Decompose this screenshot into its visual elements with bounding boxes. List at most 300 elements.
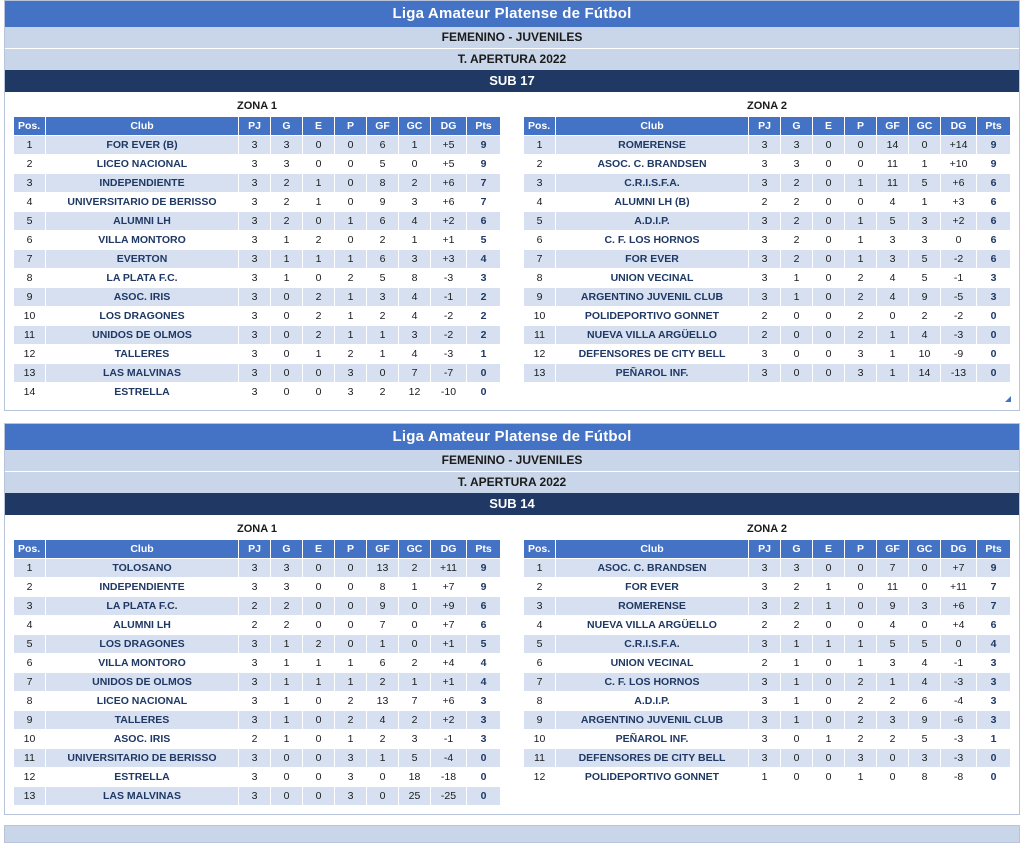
- team-goals-against: 4: [399, 345, 431, 364]
- team-position: 4: [14, 193, 46, 212]
- table-row: [524, 559, 1011, 578]
- team-points: 5: [467, 635, 501, 654]
- col-gf: GF: [877, 117, 909, 136]
- team-drawn: 0: [813, 212, 845, 231]
- team-goal-difference: 0: [941, 635, 977, 654]
- team-lost: 0: [845, 616, 877, 635]
- team-won: 0: [781, 307, 813, 326]
- team-won: 0: [271, 307, 303, 326]
- table-row: [14, 768, 501, 787]
- team-points: 7: [977, 597, 1011, 616]
- team-goals-for: 4: [877, 193, 909, 212]
- team-goals-against: 2: [399, 174, 431, 193]
- team-name: TALLERES: [46, 711, 239, 730]
- team-goals-against: 4: [909, 654, 941, 673]
- team-position: 12: [524, 345, 556, 364]
- team-points: 3: [467, 692, 501, 711]
- team-position: 5: [524, 212, 556, 231]
- team-position: 13: [14, 364, 46, 383]
- team-lost: 3: [335, 749, 367, 768]
- team-won: 3: [271, 155, 303, 174]
- team-position: 6: [14, 231, 46, 250]
- team-lost: 2: [845, 730, 877, 749]
- team-goal-difference: -2: [941, 307, 977, 326]
- team-won: 2: [781, 174, 813, 193]
- team-won: 0: [271, 288, 303, 307]
- team-goals-against: 1: [399, 231, 431, 250]
- team-drawn: 0: [813, 768, 845, 787]
- team-played: 3: [239, 136, 271, 155]
- team-goals-for: 9: [877, 597, 909, 616]
- team-position: 1: [524, 136, 556, 155]
- team-name: UNION VECINAL: [556, 654, 749, 673]
- team-goals-against: 3: [909, 212, 941, 231]
- table-row: [14, 711, 501, 730]
- team-played: 3: [749, 559, 781, 578]
- team-goals-against: 0: [399, 597, 431, 616]
- team-played: 3: [749, 749, 781, 768]
- team-played: 3: [749, 269, 781, 288]
- team-lost: 0: [845, 155, 877, 174]
- team-played: 3: [749, 730, 781, 749]
- team-position: 7: [524, 673, 556, 692]
- table-row: [524, 635, 1011, 654]
- team-goal-difference: +6: [431, 692, 467, 711]
- table-row: [14, 749, 501, 768]
- team-points: 6: [467, 597, 501, 616]
- team-goals-against: 3: [399, 326, 431, 345]
- team-goals-against: 2: [909, 307, 941, 326]
- table-row: [14, 345, 501, 364]
- col-gc: GC: [909, 117, 941, 136]
- table-row: [524, 749, 1011, 768]
- team-goal-difference: +6: [431, 174, 467, 193]
- team-played: 3: [749, 692, 781, 711]
- team-goals-for: 0: [367, 768, 399, 787]
- team-goals-for: 11: [877, 155, 909, 174]
- team-played: 3: [749, 673, 781, 692]
- team-won: 2: [781, 193, 813, 212]
- team-won: 3: [271, 136, 303, 155]
- team-position: 9: [14, 288, 46, 307]
- team-goal-difference: +4: [941, 616, 977, 635]
- team-goals-for: 9: [367, 597, 399, 616]
- team-name: NUEVA VILLA ARGÜELLO: [556, 616, 749, 635]
- team-position: 10: [524, 307, 556, 326]
- team-name: ESTRELLA: [46, 768, 239, 787]
- team-points: 0: [467, 383, 501, 402]
- col-club: Club: [556, 117, 749, 136]
- col-p: P: [335, 117, 367, 136]
- team-points: 0: [977, 307, 1011, 326]
- team-won: 2: [781, 578, 813, 597]
- table-row: [14, 193, 501, 212]
- team-position: 9: [524, 288, 556, 307]
- table-row: [14, 326, 501, 345]
- team-goals-against: 7: [399, 692, 431, 711]
- team-name: ALUMNI LH: [46, 616, 239, 635]
- team-drawn: 2: [303, 288, 335, 307]
- team-position: 3: [14, 597, 46, 616]
- team-goals-for: 0: [877, 749, 909, 768]
- table-header-row: [14, 117, 501, 136]
- team-name: LICEO NACIONAL: [46, 692, 239, 711]
- team-goals-against: 9: [909, 288, 941, 307]
- team-goal-difference: -8: [941, 768, 977, 787]
- team-points: 4: [467, 654, 501, 673]
- team-position: 6: [524, 654, 556, 673]
- team-goals-for: 1: [367, 635, 399, 654]
- zone-sub17-zona2: [523, 98, 1011, 402]
- team-position: 6: [524, 231, 556, 250]
- table-header-row: [524, 540, 1011, 559]
- team-won: 2: [271, 193, 303, 212]
- team-points: 7: [467, 174, 501, 193]
- team-name: PEÑAROL INF.: [556, 364, 749, 383]
- team-points: 2: [467, 288, 501, 307]
- team-drawn: 0: [813, 136, 845, 155]
- team-goals-for: 1: [367, 326, 399, 345]
- team-goal-difference: +14: [941, 136, 977, 155]
- team-lost: 0: [335, 155, 367, 174]
- league-title: Liga Amateur Platense de Fútbol: [5, 424, 1019, 450]
- team-lost: 0: [335, 578, 367, 597]
- team-name: ROMERENSE: [556, 136, 749, 155]
- team-name: A.D.I.P.: [556, 692, 749, 711]
- team-played: 3: [749, 212, 781, 231]
- tournament-panel-sub17: [4, 0, 1020, 411]
- table-row: [524, 288, 1011, 307]
- table-row: [14, 231, 501, 250]
- team-goals-for: 2: [367, 673, 399, 692]
- team-points: 4: [467, 673, 501, 692]
- team-drawn: 0: [303, 212, 335, 231]
- team-position: 4: [14, 616, 46, 635]
- team-won: 3: [271, 559, 303, 578]
- team-name: C.R.I.S.F.A.: [556, 174, 749, 193]
- team-goal-difference: +11: [431, 559, 467, 578]
- team-goal-difference: 0: [941, 231, 977, 250]
- team-goals-for: 4: [877, 288, 909, 307]
- team-goal-difference: -4: [941, 692, 977, 711]
- team-played: 3: [239, 307, 271, 326]
- team-points: 0: [467, 749, 501, 768]
- team-points: 2: [467, 307, 501, 326]
- team-lost: 0: [845, 136, 877, 155]
- team-goal-difference: -3: [941, 326, 977, 345]
- team-name: LAS MALVINAS: [46, 787, 239, 806]
- team-goals-against: 18: [399, 768, 431, 787]
- team-name: NUEVA VILLA ARGÜELLO: [556, 326, 749, 345]
- team-lost: 3: [335, 787, 367, 806]
- team-goal-difference: -1: [431, 730, 467, 749]
- team-lost: 1: [335, 654, 367, 673]
- team-won: 1: [781, 692, 813, 711]
- team-goal-difference: +9: [431, 597, 467, 616]
- team-goals-against: 14: [909, 364, 941, 383]
- team-goal-difference: +11: [941, 578, 977, 597]
- col-pos: Pos.: [14, 117, 46, 136]
- team-drawn: 1: [303, 250, 335, 269]
- team-played: 3: [749, 597, 781, 616]
- team-points: 9: [467, 136, 501, 155]
- team-points: 9: [467, 155, 501, 174]
- table-row: [524, 269, 1011, 288]
- team-won: 0: [271, 749, 303, 768]
- team-goal-difference: +2: [431, 212, 467, 231]
- team-drawn: 0: [813, 155, 845, 174]
- table-row: [14, 787, 501, 806]
- team-lost: 1: [335, 730, 367, 749]
- team-points: 7: [467, 193, 501, 212]
- team-goals-for: 7: [367, 616, 399, 635]
- team-goals-for: 4: [877, 616, 909, 635]
- team-won: 3: [781, 155, 813, 174]
- team-drawn: 0: [303, 136, 335, 155]
- team-goal-difference: -3: [941, 673, 977, 692]
- team-won: 0: [781, 768, 813, 787]
- team-goals-for: 1: [877, 673, 909, 692]
- col-p: P: [335, 540, 367, 559]
- team-position: 2: [524, 155, 556, 174]
- team-played: 3: [239, 673, 271, 692]
- team-position: 9: [14, 711, 46, 730]
- team-played: 3: [749, 250, 781, 269]
- team-position: 10: [524, 730, 556, 749]
- table-row: [524, 597, 1011, 616]
- team-drawn: 0: [813, 749, 845, 768]
- team-goals-against: 4: [399, 212, 431, 231]
- team-lost: 2: [335, 711, 367, 730]
- team-points: 3: [977, 673, 1011, 692]
- team-lost: 1: [845, 231, 877, 250]
- team-played: 3: [749, 155, 781, 174]
- team-goal-difference: +5: [431, 136, 467, 155]
- team-played: 3: [239, 383, 271, 402]
- team-drawn: 0: [813, 269, 845, 288]
- team-lost: 2: [845, 288, 877, 307]
- team-played: 3: [239, 711, 271, 730]
- team-won: 3: [271, 578, 303, 597]
- col-pj: PJ: [239, 117, 271, 136]
- table-row: [524, 307, 1011, 326]
- team-goals-against: 10: [909, 345, 941, 364]
- team-drawn: 0: [303, 787, 335, 806]
- zone-title: ZONA 1: [237, 100, 277, 112]
- table-row: [524, 768, 1011, 787]
- table-row: [524, 692, 1011, 711]
- team-position: 2: [14, 578, 46, 597]
- team-goals-for: 6: [367, 136, 399, 155]
- team-points: 3: [467, 269, 501, 288]
- team-played: 1: [749, 768, 781, 787]
- standings-body: [524, 136, 1011, 383]
- team-played: 3: [239, 212, 271, 231]
- team-drawn: 2: [303, 635, 335, 654]
- team-name: C. F. LOS HORNOS: [556, 231, 749, 250]
- col-pj: PJ: [239, 540, 271, 559]
- team-goals-against: 3: [399, 730, 431, 749]
- team-lost: 0: [845, 559, 877, 578]
- table-row: [14, 654, 501, 673]
- team-points: 0: [977, 768, 1011, 787]
- team-played: 3: [239, 326, 271, 345]
- col-p: P: [845, 117, 877, 136]
- team-won: 1: [271, 692, 303, 711]
- team-won: 2: [781, 250, 813, 269]
- team-drawn: 0: [813, 654, 845, 673]
- team-drawn: 0: [813, 364, 845, 383]
- team-goal-difference: -25: [431, 787, 467, 806]
- team-goals-against: 25: [399, 787, 431, 806]
- team-lost: 1: [845, 250, 877, 269]
- standings-body: [14, 136, 501, 402]
- team-won: 3: [781, 136, 813, 155]
- team-goal-difference: -18: [431, 768, 467, 787]
- standings-table: [13, 116, 501, 402]
- team-goals-for: 2: [367, 307, 399, 326]
- team-goals-against: 5: [909, 635, 941, 654]
- team-points: 0: [977, 364, 1011, 383]
- team-played: 2: [749, 193, 781, 212]
- team-name: ARGENTINO JUVENIL CLUB: [556, 288, 749, 307]
- table-header-row: [14, 540, 501, 559]
- col-pts: Pts: [467, 117, 501, 136]
- team-lost: 0: [335, 635, 367, 654]
- col-dg: DG: [431, 540, 467, 559]
- team-won: 1: [271, 711, 303, 730]
- team-position: 8: [14, 269, 46, 288]
- team-name: LOS DRAGONES: [46, 307, 239, 326]
- tournament-subtitle: T. APERTURA 2022: [5, 48, 1019, 70]
- team-drawn: 0: [813, 692, 845, 711]
- team-played: 3: [749, 635, 781, 654]
- col-g: G: [781, 540, 813, 559]
- team-lost: 0: [335, 136, 367, 155]
- team-drawn: 0: [303, 768, 335, 787]
- table-row: [14, 212, 501, 231]
- table-row: [524, 212, 1011, 231]
- col-e: E: [303, 117, 335, 136]
- table-row: [524, 174, 1011, 193]
- team-points: 3: [467, 730, 501, 749]
- team-played: 3: [239, 578, 271, 597]
- team-points: 7: [977, 578, 1011, 597]
- team-won: 0: [271, 326, 303, 345]
- team-name: VILLA MONTORO: [46, 231, 239, 250]
- team-name: ARGENTINO JUVENIL CLUB: [556, 711, 749, 730]
- table-row: [524, 578, 1011, 597]
- zone-title: ZONA 1: [237, 523, 277, 535]
- team-drawn: 0: [813, 231, 845, 250]
- team-goal-difference: +1: [431, 673, 467, 692]
- table-row: [524, 193, 1011, 212]
- team-goal-difference: -3: [941, 730, 977, 749]
- team-goals-for: 3: [367, 288, 399, 307]
- team-won: 1: [271, 269, 303, 288]
- team-goals-for: 0: [367, 364, 399, 383]
- team-played: 3: [239, 692, 271, 711]
- team-won: 2: [271, 174, 303, 193]
- team-goals-against: 4: [909, 673, 941, 692]
- zones-container-sub17: [5, 92, 1019, 410]
- table-row: [14, 174, 501, 193]
- team-played: 2: [749, 307, 781, 326]
- team-goals-against: 0: [909, 578, 941, 597]
- team-lost: 2: [335, 692, 367, 711]
- team-played: 3: [239, 250, 271, 269]
- team-name: ASOC. C. BRANDSEN: [556, 559, 749, 578]
- team-lost: 1: [335, 673, 367, 692]
- team-drawn: 0: [303, 383, 335, 402]
- team-lost: 2: [845, 692, 877, 711]
- team-name: UNIVERSITARIO DE BERISSO: [46, 193, 239, 212]
- col-club: Club: [46, 540, 239, 559]
- team-name: ALUMNI LH (B): [556, 193, 749, 212]
- table-row: [524, 345, 1011, 364]
- team-points: 3: [977, 288, 1011, 307]
- team-lost: 0: [845, 193, 877, 212]
- team-name: ROMERENSE: [556, 597, 749, 616]
- team-name: ALUMNI LH: [46, 212, 239, 231]
- table-row: [14, 597, 501, 616]
- table-row: [524, 231, 1011, 250]
- bottom-strip: [4, 825, 1020, 843]
- team-lost: 3: [845, 749, 877, 768]
- team-won: 0: [781, 326, 813, 345]
- team-drawn: 1: [303, 193, 335, 212]
- team-goals-for: 13: [367, 559, 399, 578]
- team-played: 3: [749, 288, 781, 307]
- team-position: 10: [14, 307, 46, 326]
- team-won: 1: [781, 673, 813, 692]
- team-name: C.R.I.S.F.A.: [556, 635, 749, 654]
- col-pos: Pos.: [14, 540, 46, 559]
- team-goals-against: 0: [909, 616, 941, 635]
- team-drawn: 0: [813, 193, 845, 212]
- team-lost: 2: [845, 326, 877, 345]
- team-drawn: 0: [303, 559, 335, 578]
- team-lost: 0: [335, 231, 367, 250]
- team-goal-difference: -5: [941, 288, 977, 307]
- table-row: [14, 383, 501, 402]
- table-row: [14, 673, 501, 692]
- team-goals-for: 7: [877, 559, 909, 578]
- team-won: 2: [271, 597, 303, 616]
- team-won: 2: [781, 616, 813, 635]
- team-name: DEFENSORES DE CITY BELL: [556, 749, 749, 768]
- team-played: 3: [239, 155, 271, 174]
- col-e: E: [813, 540, 845, 559]
- team-drawn: 0: [813, 326, 845, 345]
- zone-sub14-zona2: [523, 521, 1011, 806]
- team-name: EVERTON: [46, 250, 239, 269]
- team-played: 3: [239, 288, 271, 307]
- col-dg: DG: [941, 540, 977, 559]
- team-drawn: 0: [813, 345, 845, 364]
- zone-sub17-zona1: [13, 98, 501, 402]
- col-g: G: [781, 117, 813, 136]
- team-position: 5: [14, 635, 46, 654]
- col-gf: GF: [367, 117, 399, 136]
- team-won: 0: [271, 345, 303, 364]
- team-goals-for: 0: [877, 768, 909, 787]
- standings-table: [523, 539, 1011, 787]
- team-goals-against: 0: [399, 635, 431, 654]
- team-goals-for: 3: [877, 231, 909, 250]
- col-e: E: [303, 540, 335, 559]
- team-position: 3: [14, 174, 46, 193]
